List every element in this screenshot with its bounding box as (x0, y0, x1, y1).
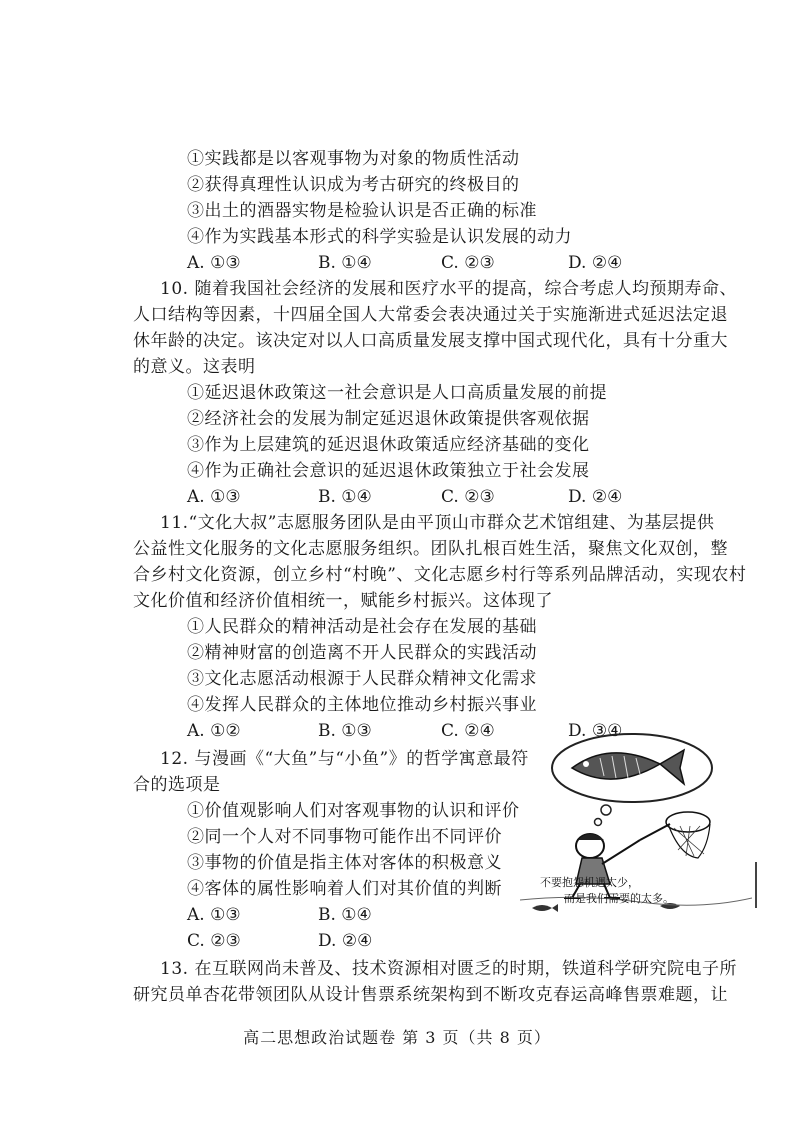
q10-option-d: D. ②④ (568, 487, 623, 507)
q9-option-a: A. ①③ (187, 253, 241, 273)
q9-option-b: B. ①④ (318, 253, 372, 273)
q12-statement-3: ③事物的价值是指主体对客体的积极意义 (187, 853, 502, 873)
q11-stem-line-3: 合乡村文化资源，创立乡村“村晚”、文化志愿乡村行等系列品牌活动，实现农村 (133, 565, 747, 585)
q9-statement-4: ④作为实践基本形式的科学实验是认识发展的动力 (187, 227, 572, 247)
q10-option-c: C. ②③ (441, 487, 495, 507)
cartoon-big-fish-small-fish (520, 728, 752, 920)
q12-option-c: C. ②③ (187, 931, 241, 951)
fishing-net-icon (640, 812, 710, 858)
q9-statement-2: ②获得真理性认识成为考古研究的终极目的 (187, 175, 520, 195)
q12-option-b: B. ①④ (318, 905, 372, 925)
q12-stem-line-2: 合的选项是 (133, 775, 221, 795)
q10-statement-4: ④作为正确社会意识的延迟退休政策独立于社会发展 (187, 461, 590, 481)
q9-option-c: C. ②③ (441, 253, 495, 273)
q13-stem-line-2: 研究员单杏花带领团队从设计售票系统架构到不断攻克春运高峰售票难题，让 (133, 985, 728, 1005)
q12-statement-1: ①价值观影响人们对客观事物的认识和评价 (187, 801, 520, 821)
q9-option-d: D. ②④ (568, 253, 623, 273)
q11-option-d: D. ③④ (568, 721, 623, 741)
q11-stem-line-1: 11.“文化大叔”志愿服务团队是由平顶山市群众艺术馆组建、为基层提供 (160, 513, 715, 533)
q11-stem-line-4: 文化价值和经济价值相统一，赋能乡村振兴。这体现了 (133, 591, 553, 611)
q10-statement-1: ①延迟退休政策这一社会意识是人口高质量发展的前提 (187, 383, 607, 403)
q10-stem-line-4: 的意义。这表明 (133, 357, 256, 377)
q10-option-a: A. ①③ (187, 487, 241, 507)
q12-statement-2: ②同一个人对不同事物可能作出不同评价 (187, 827, 502, 847)
q12-option-d: D. ②④ (318, 931, 373, 951)
q12-stem-line-1: 12. 与漫画《“大鱼”与“小鱼”》的哲学寓意最符 (160, 749, 529, 769)
cartoon-caption-line-2: 而是我们需要的太多。 (564, 892, 674, 905)
small-fish-icon (532, 905, 552, 911)
q11-statement-3: ③文化志愿活动根源于人民群众精神文化需求 (187, 669, 537, 689)
q11-option-b: B. ①③ (318, 721, 372, 741)
q12-option-a: A. ①③ (187, 905, 241, 925)
cartoon-caption-line-1: 不要抱怨机遇太少， (540, 876, 639, 889)
q10-option-b: B. ①④ (318, 487, 372, 507)
q10-stem-line-3: 休年龄的决定。该决定对以人口高质量发展支撑中国式现代化，具有十分重大 (133, 331, 728, 351)
q10-statement-2: ②经济社会的发展为制定延迟退休政策提供客观依据 (187, 409, 590, 429)
q11-statement-2: ②精神财富的创造离不开人民群众的实践活动 (187, 643, 537, 663)
q11-statement-4: ④发挥人民群众的主体地位推动乡村振兴事业 (187, 695, 537, 715)
q10-stem-line-1: 10. 随着我国社会经济的发展和医疗水平的提高，综合考虑人均预期寿命、 (160, 279, 737, 299)
big-fish-icon (572, 750, 684, 784)
q11-stem-line-2: 公益性文化服务的文化志愿服务组织。团队扎根百姓生活，聚焦文化双创，整 (133, 539, 728, 559)
q9-statement-3: ③出土的酒器实物是检验认识是否正确的标准 (187, 201, 537, 221)
q13-stem-line-1: 13. 在互联网尚未普及、技术资源相对匮乏的时期，铁道科学研究院电子所 (160, 959, 737, 979)
q11-option-a: A. ①② (187, 721, 241, 741)
q11-statement-1: ①人民群众的精神活动是社会存在发展的基础 (187, 617, 537, 637)
page-edge-mark (755, 862, 757, 908)
q10-stem-line-2: 人口结构等因素，十四届全国人大常委会表决通过关于实施渐进式延迟法定退 (133, 305, 728, 325)
q11-option-c: C. ②④ (441, 721, 495, 741)
q10-statement-3: ③作为上层建筑的延迟退休政策适应经济基础的变化 (187, 435, 590, 455)
page-footer: 高二思想政治试题卷 第 3 页（共 8 页） (243, 1028, 551, 1047)
q12-statement-4: ④客体的属性影响着人们对其价值的判断 (187, 879, 502, 899)
q9-statement-1: ①实践都是以客观事物为对象的物质性活动 (187, 149, 520, 169)
